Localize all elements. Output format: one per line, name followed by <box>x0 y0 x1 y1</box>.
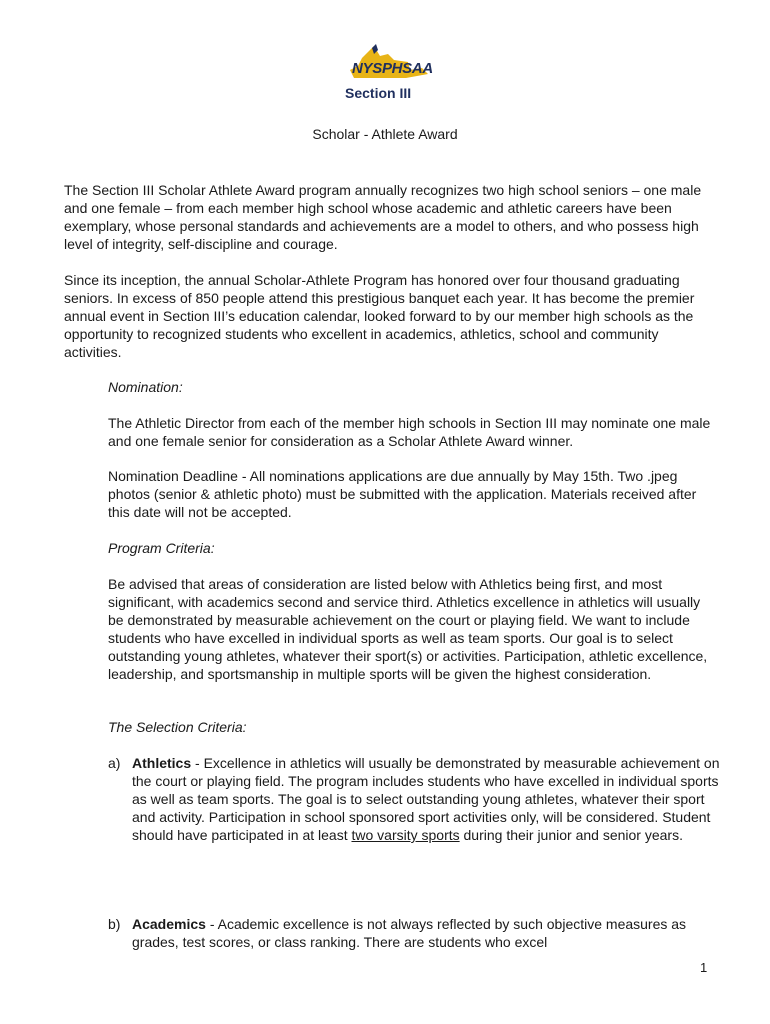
nomination-text: The Athletic Director from each of the member high schools in Section III may nominate one male and one female senior for consideration as a Scholar Athlete Award winner. <box>108 415 711 449</box>
list-item-text: - Academic excellence is not always reflected by such objective measures as grades, test scores, or class ranking. There are students who excel <box>132 916 687 950</box>
list-item-underlined: two varsity sports <box>351 827 460 843</box>
nomination-heading: Nomination: <box>108 379 183 395</box>
list-item-text-end: during their junior and senior years. <box>459 827 683 843</box>
page-number: 1 <box>700 960 708 975</box>
logo-section: Section III <box>345 85 412 101</box>
intro-paragraph-1: The Section III Scholar Athlete Award program annually recognizes two high school seniors – one male and one female – from each member high school whose academic and athletic careers have been exemplary, whose personal standards and achievements are a model to others, and who possess high level of integrity, self-discipline and courage. <box>64 182 702 252</box>
list-item-athletics <box>132 754 722 844</box>
list-item-term: Academics <box>132 916 206 932</box>
nomination-deadline-text: Nomination Deadline - All nominations applications are due annually by May 15th. Two .jpeg photos (senior & athletic photo) must be submitted with the application. Materials received after this date will not be accepted. <box>108 468 697 520</box>
list-item-academics <box>132 915 722 951</box>
page-title: Scholar - Athlete Award <box>312 126 458 142</box>
list-item-term: Athletics <box>132 755 192 771</box>
list-marker-b: b) <box>108 916 121 932</box>
selection-criteria-heading: The Selection Criteria: <box>108 719 247 735</box>
intro-paragraph-2: Since its inception, the annual Scholar-Athlete Program has honored over four thousand graduating seniors. In excess of 850 people attend this prestigious banquet each year. It has become the premier annual event in Section III’s education calendar, looked forward to by our member high schools as the opportunity to recognized students who excellent in academics, athletics, school and community activities. <box>64 272 695 360</box>
program-criteria-text: Be advised that areas of consideration are listed below with Athletics being first, and most significant, with academics second and service third. Athletics excellence in athletics will usually be demonstrated by measurable achievement on the court or playing field. We want to include students who have excelled in individual sports as well as team sports. Our goal is to select outstanding young athletes, whatever their sport(s) or activities. Participation, athletic excellence, leadership, and sportsmanship in multiple sports will be given the highest consideration. <box>108 576 708 682</box>
list-marker-a: a) <box>108 755 121 771</box>
list-item-text: - Excellence in athletics will usually be demonstrated by measurable achievement on the court or playing field. The program includes students who have excelled in individual sports as well as team sports. The goal is to select outstanding young athletes, whatever their sport and activity. Participation in school sponsored sport activities only, will be considered. Student should have participated in at least <box>132 755 720 843</box>
logo-brand: NYSPHSAA <box>352 60 433 77</box>
program-criteria-heading: Program Criteria: <box>108 540 215 556</box>
